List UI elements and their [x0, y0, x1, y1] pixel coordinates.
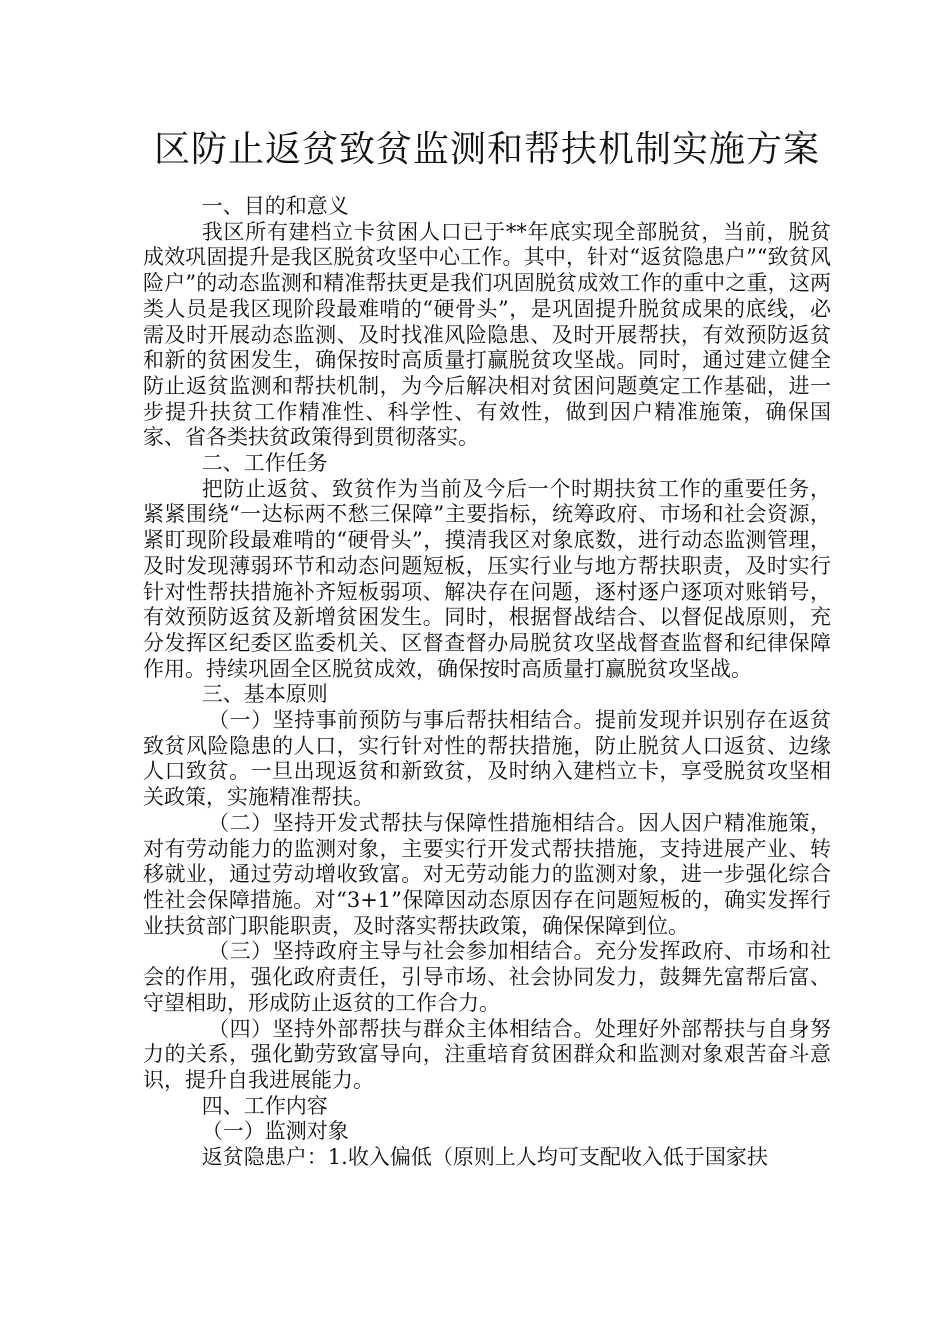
principle-2: （二）坚持开发式帮扶与保障性措施相结合。因人因户精准施策，对有劳动能力的监测对象，主要实行开发式帮扶措施，支持进展产业、转移就业，通过劳动增收致富。对无劳动能力的监测对象，进一步强化综合性社会保障措施。对“3+1”保障因动态原因存在问题短板的，确实发挥行业扶贫部门职能职责，及时落实帮扶政策，确保保障到位。 [143, 810, 831, 938]
document-body [143, 194, 831, 1171]
principle-4: （四）坚持外部帮扶与群众主体相结合。处理好外部帮扶与自身努力的关系，强化勤劳致富导向，注重培育贫困群众和监测对象艰苦奋斗意识，提升自我进展能力。 [143, 1016, 831, 1092]
section-heading-content: 四、工作内容 [201, 1093, 328, 1118]
principle-1: （一）坚持事前预防与事后帮扶相结合。提前发现并识别存在返贫致贫风险隐患的人口，实行针对性的帮扶措施，防止脱贫人口返贫、边缘人口致贫。一旦出现返贫和新致贫，及时纳入建档立卡，享受脱贫攻坚相关政策，实施精准帮扶。 [143, 708, 831, 810]
document-page [143, 120, 831, 1171]
section-heading-purpose: 一、目的和意义 [201, 194, 349, 218]
document-title: 区防止返贫致贫监测和帮扶机制实施方案 [153, 129, 820, 170]
section-heading-principles: 三、基本原则 [201, 682, 328, 707]
principle-3: （三）坚持政府主导与社会参加相结合。充分发挥政府、市场和社会的作用，强化政府责任，引导市场、社会协同发力，鼓舞先富帮后富、守望相助，形成防止返贫的工作合力。 [143, 939, 831, 1015]
paragraph-purpose: 我区所有建档立卡贫困人口已于**年底实现全部脱贫，当前，脱贫成效巩固提升是我区脱贫攻坚中心工作。其中，针对“返贫隐患户”“致贫风险户”的动态监测和精准帮扶更是我们巩固脱贫成效工作的重中之重，这两类人员是我区现阶段最难啃的“硬骨头”，是巩固提升脱贫成果的底线，必需及时开展动态监测、及时找准风险隐患、及时开展帮扶，有效预防返贫和新的贫困发生，确保按时高质量打赢脱贫攻坚战。同时，通过建立健全防止返贫监测和帮扶机制，为今后解决相对贫困问题奠定工作基础，进一步提升扶贫工作精准性、科学性、有效性，做到因户精准施策，确保国家、省各类扶贫政策得到贯彻落实。 [143, 219, 831, 450]
subsection-heading-monitoring: （一）监测对象 [201, 1119, 349, 1144]
paragraph-monitoring-start: 返贫隐患户：1.收入偏低（原则上人均可支配收入低于国家扶 [201, 1145, 768, 1170]
section-heading-tasks: 二、工作任务 [201, 451, 328, 476]
paragraph-tasks: 把防止返贫、致贫作为当前及今后一个时期扶贫工作的重要任务，紧紧围绕“一达标两不愁三保障”主要指标，统筹政府、市场和社会资源，紧盯现阶段最难啃的“硬骨头”，摸清我区对象底数，进行动态监测管理，及时发现薄弱环节和动态问题短板，压实行业与地方帮扶职责，及时实行针对性帮扶措施补齐短板弱项、解决存在问题，逐村逐户逐项对账销号，有效预防返贫及新增贫困发生。同时，根据督战结合、以督促战原则，充分发挥区纪委区监委机关、区督查督办局脱贫攻坚战督查监督和纪律保障作用。持续巩固全区脱贫成效，确保按时高质量打赢脱贫攻坚战。 [143, 476, 831, 681]
